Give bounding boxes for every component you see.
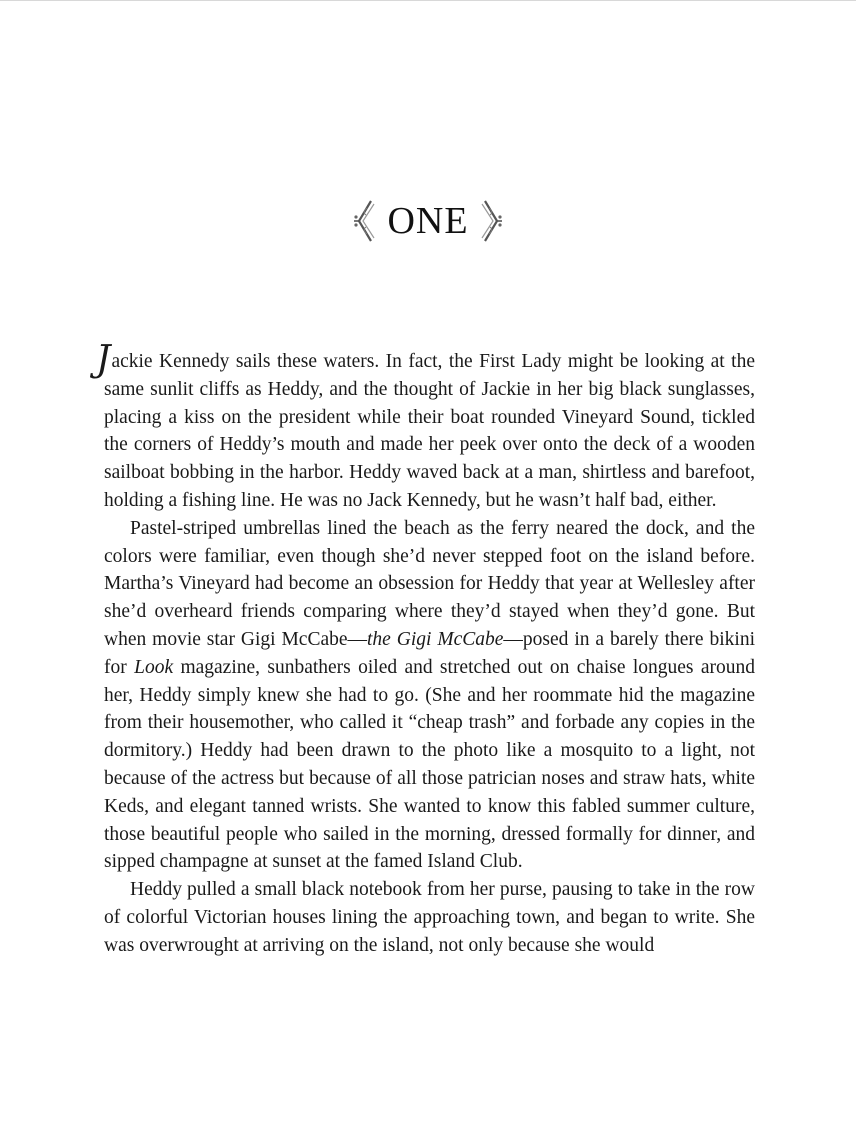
chapter-title: ONE xyxy=(387,200,469,242)
paragraph-3 xyxy=(104,876,755,959)
paragraph-2 xyxy=(104,515,755,876)
paragraph-2-italic-magazine: Look xyxy=(134,656,174,678)
paragraph-3-text: Heddy pulled a small black notebook from her purse, pausing to take in the row of colorful Victorian houses lining the approaching town, and began to write. She was overwrought at arriving on the island, not only because she would xyxy=(104,879,755,956)
paragraph-1-text: ackie Kennedy sails these waters. In fact, the First Lady might be looking at the same sunlit cliffs as Heddy, and the thought of Jackie in her big black sunglasses, placing a kiss on the president while their boat rounded Vineyard Sound, tickled the corners of Heddy’s mouth and made her peek over onto the deck of a wooden sailboat bobbing in the harbor. Heddy waved back at a man, shirtless and barefoot, holding a fishing line. He was no Jack Kennedy, but he wasn’t half bad, either. xyxy=(104,351,755,511)
paragraph-2-text-b: —posed in a barely there bikini for xyxy=(104,628,755,678)
paragraph-2-italic-name: the Gigi McCabe xyxy=(367,628,504,650)
paragraph-1 xyxy=(96,339,755,515)
right-bracket-ornament-icon xyxy=(479,198,503,244)
left-bracket-ornament-icon xyxy=(353,198,377,244)
page-top-rule xyxy=(0,0,856,1)
paragraph-2-text-a: Pastel-striped umbrellas lined the beach as the ferry neared the dock, and the colors were familiar, even though she’d never stepped foot on the island before. Martha’s Vineyard had become an obsession for Heddy that year at Wellesley after she’d overheard friends comparing where they’d stayed when they’d gone. But when movie star Gigi McCabe— xyxy=(104,517,755,650)
drop-cap: J xyxy=(96,339,111,380)
chapter-heading xyxy=(0,196,856,246)
chapter-body xyxy=(96,339,755,960)
paragraph-2-text-c: magazine, sunbathers oiled and stretched out on chaise longues around her, Heddy simply knew she had to go. (She and her roommate hid the magazine from their housemother, who called it “cheap trash” and forbade any copies in the dormitory.) Heddy had been drawn to the photo like a mosquito to a light, not because of the actress but because of all those patrician noses and straw hats, white Keds, and elegant tanned wrists. She wanted to know this fabled summer culture, those beautiful people who sailed in the morning, dressed formally for dinner, and sipped champagne at sunset at the famed Island Club. xyxy=(104,656,755,873)
